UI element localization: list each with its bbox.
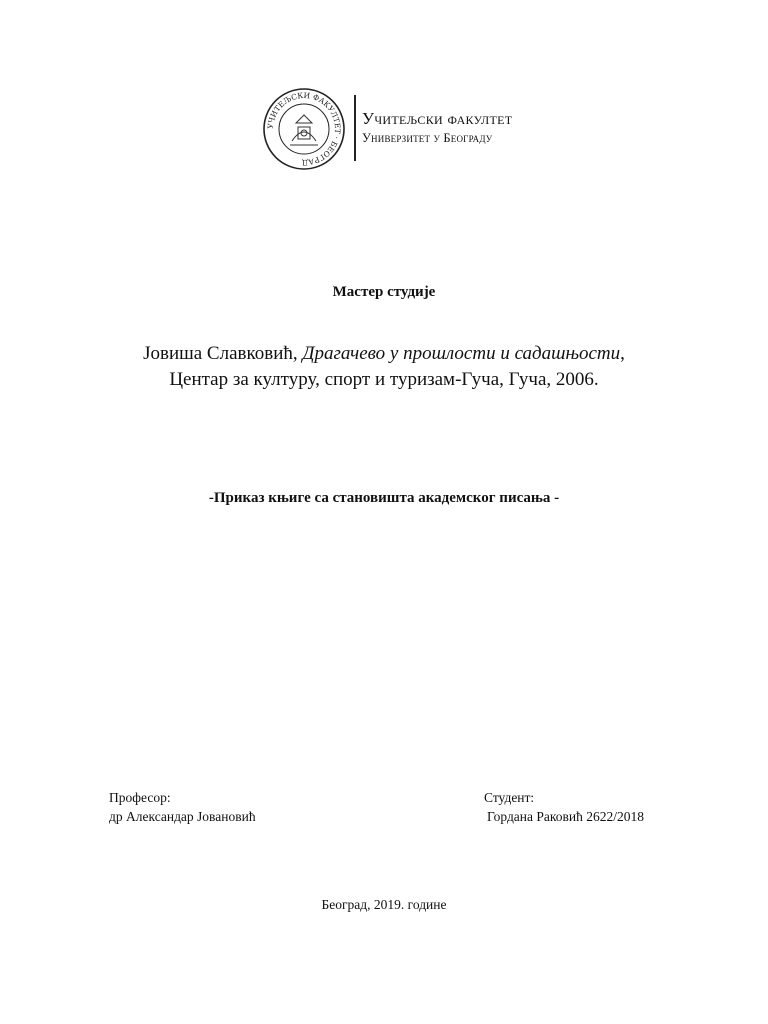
place-and-date: Београд, 2019. године [321,897,447,912]
student-name: Гордана Раковић 2622/2018 [487,809,644,824]
professor-block [109,788,256,826]
book-citation [0,341,768,393]
document-subtitle: -Приказ књиге са становишта академског писања - [208,490,560,506]
degree-heading: Мастер студије [332,284,436,300]
professor-label: Професор: [109,790,171,805]
seal-lettering: УЧИТЕЉСКИ ФАКУЛТЕТ · БЕОГРАД [265,90,343,168]
faculty-name: Учитељски факултет [362,109,513,128]
university-seal-icon [262,87,346,171]
student-label: Студент: [484,790,535,805]
professor-name: др Александар Јовановић [109,809,256,824]
faculty-logo [262,87,532,171]
citation-line-1: Јовиша Славковић, Драгачево у прошлости и садашњости, [143,343,625,364]
svg-text:УЧИТЕЉСКИ ФАКУЛТЕТ · БЕОГРАД [266,91,342,167]
citation-publisher: Центар за културу, спорт и туризам-Гуча, Гуча, 2006. [169,369,599,390]
citation-title: Драгачево у прошлости и садашњости [302,343,621,364]
university-name: Универзитет у Београду [362,131,493,145]
logo-divider [354,95,356,161]
citation-author: Јовиша Славковић [143,343,293,364]
student-block [484,788,644,826]
